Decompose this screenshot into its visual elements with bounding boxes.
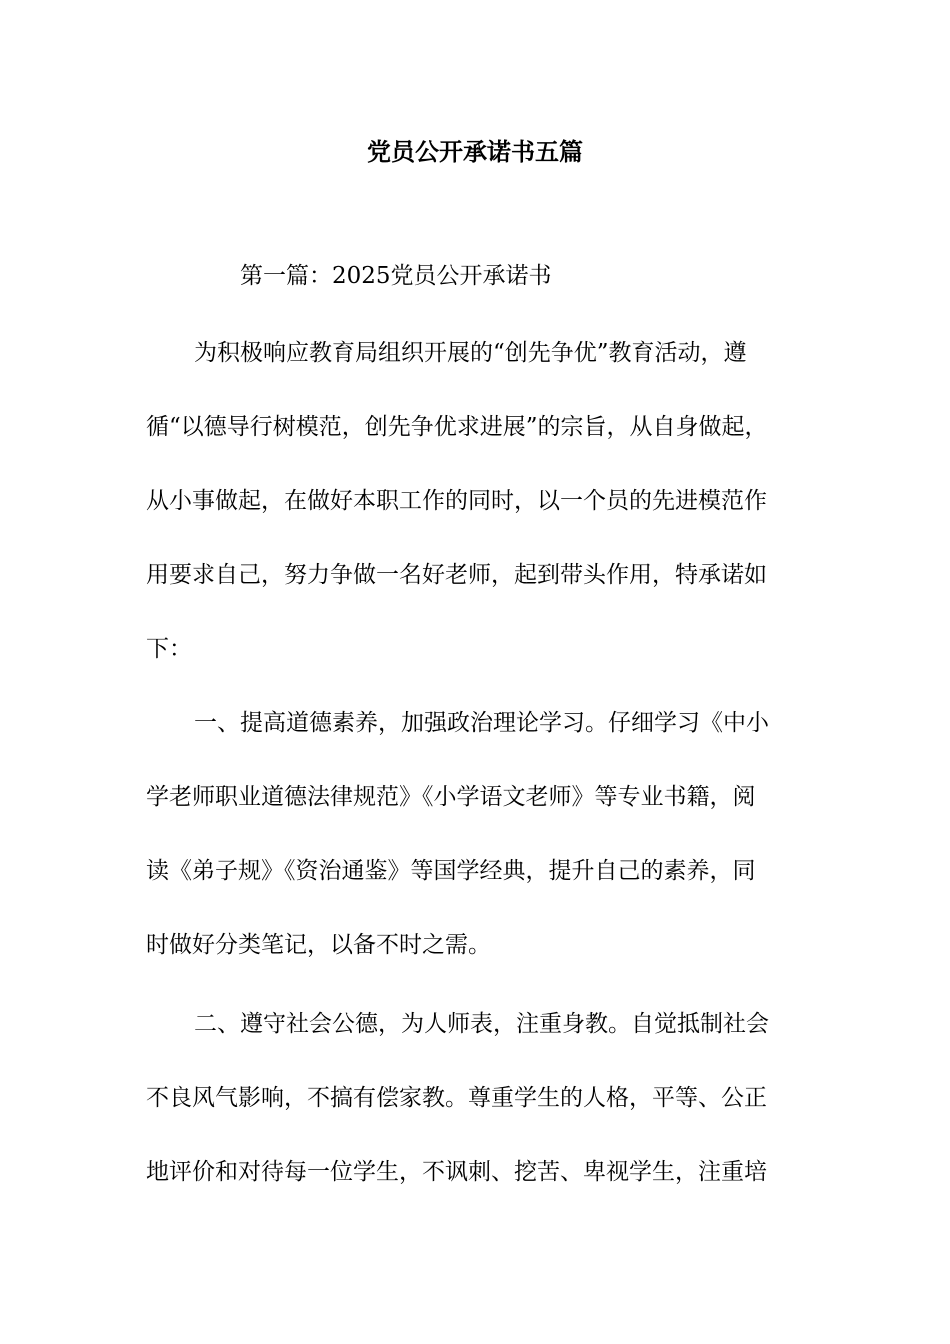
section-heading: 第一篇：2025党员公开承诺书 xyxy=(240,263,552,289)
paragraph-line: 学老师职业道德法律规范》《小学语文老师》等专业书籍，阅 xyxy=(146,784,756,810)
paragraph-line: 地评价和对待每一位学生，不讽刺、挖苦、卑视学生，注重培 xyxy=(146,1159,767,1185)
paragraph-line: 从小事做起，在做好本职工作的同时，以一个员的先进模范作 xyxy=(146,488,767,514)
paragraph-line: 为积极响应教育局组织开展的“创先争优”教育活动，遵 xyxy=(194,340,747,366)
document-title: 党员公开承诺书五篇 xyxy=(367,137,583,166)
paragraph-line: 用要求自己，努力争做一名好老师，起到带头作用，特承诺如 xyxy=(146,562,767,588)
paragraph-line: 时做好分类笔记，以备不时之需。 xyxy=(146,932,491,958)
paragraph-line: 不良风气影响，不搞有偿家教。尊重学生的人格，平等、公正 xyxy=(146,1085,767,1111)
paragraph-line: 下： xyxy=(146,636,192,662)
paragraph-line: 读《弟子规》《资治通鉴》等国学经典，提升自己的素养，同 xyxy=(146,858,756,884)
paragraph-line: 循“以德导行树模范，创先争优求进展”的宗旨，从自身做起， xyxy=(146,414,768,440)
paragraph-line: 二、遵守社会公德，为人师表，注重身教。自觉抵制社会 xyxy=(194,1011,769,1037)
paragraph-line: 一、提高道德素养，加强政治理论学习。仔细学习《中小 xyxy=(194,710,769,736)
